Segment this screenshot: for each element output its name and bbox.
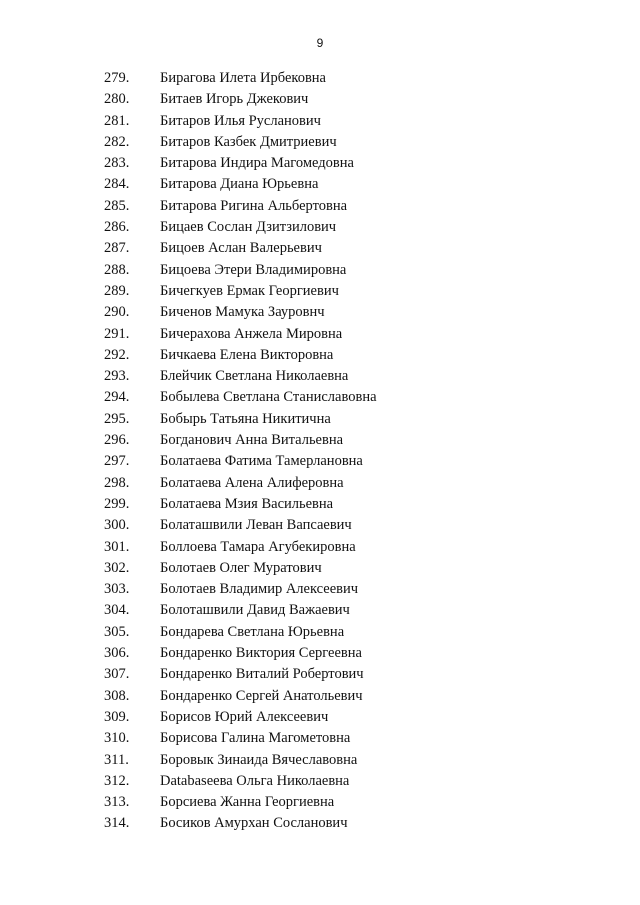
entry-name: Биченов Мамука Зауровнч — [160, 304, 325, 321]
entry-number: 283. — [104, 155, 130, 172]
list-item — [0, 664, 640, 685]
list-item — [0, 409, 640, 430]
entry-number: 291. — [104, 325, 130, 342]
list-item — [0, 238, 640, 259]
entry-number: 300. — [104, 517, 130, 534]
entry-number: 292. — [104, 346, 130, 363]
entry-name: Бичегкуев Ермак Георгиевич — [160, 282, 339, 299]
entry-number: 304. — [104, 602, 130, 619]
list-item — [0, 345, 640, 366]
list-item — [0, 217, 640, 238]
entry-name: Бицоева Этери Владимировна — [160, 261, 347, 278]
entry-name: Болатаева Мзия Васильевна — [160, 495, 334, 512]
entry-number: 297. — [104, 453, 130, 470]
page-number: 9 — [316, 36, 324, 50]
list-item — [0, 537, 640, 558]
list-item — [0, 600, 640, 621]
list-item — [0, 707, 640, 728]
list-item — [0, 68, 640, 89]
entry-number: 289. — [104, 282, 130, 299]
entry-number: 280. — [104, 91, 130, 108]
entry-name: Databaseева Ольга Николаевна — [160, 772, 350, 789]
entry-name: Болоташвили Давид Важаевич — [160, 602, 350, 619]
list-item — [0, 728, 640, 749]
list-item — [0, 387, 640, 408]
list-item — [0, 260, 640, 281]
list-item — [0, 622, 640, 643]
entry-name: Бицаев Сослан Дзитзилович — [160, 219, 337, 236]
entry-number: 284. — [104, 176, 130, 193]
list-item — [0, 132, 640, 153]
entry-name: Битаев Игорь Джекович — [160, 91, 309, 108]
list-item — [0, 750, 640, 771]
entry-name: Бондаренко Виталий Робертович — [160, 666, 364, 683]
entry-number: 309. — [104, 708, 130, 725]
entry-number: 288. — [104, 261, 130, 278]
entry-name: Бондарева Светлана Юрьевна — [160, 623, 345, 640]
entry-number: 293. — [104, 368, 130, 385]
entry-number: 314. — [104, 815, 130, 832]
entry-number: 279. — [104, 70, 130, 86]
entry-number: 285. — [104, 197, 130, 214]
entry-number: 286. — [104, 219, 130, 236]
entry-number: 306. — [104, 645, 130, 662]
entry-name: Борисова Галина Магометовна — [160, 730, 351, 747]
list-item — [0, 324, 640, 345]
list-item — [0, 473, 640, 494]
entry-name: Бобырь Татьяна Никитична — [160, 410, 331, 427]
entry-number: 296. — [104, 432, 130, 449]
entry-number: 305. — [104, 623, 130, 640]
list-item — [0, 792, 640, 813]
list-item — [0, 366, 640, 387]
list-item — [0, 196, 640, 217]
list-item — [0, 558, 640, 579]
entry-name: Бондаренко Виктория Сергеевна — [160, 645, 362, 662]
entry-number: 299. — [104, 495, 130, 512]
entry-number: 313. — [104, 794, 130, 811]
list-item — [0, 302, 640, 323]
list-item — [0, 494, 640, 515]
entry-number: 301. — [104, 538, 130, 555]
list-item — [0, 771, 640, 792]
entry-number: 302. — [104, 559, 130, 576]
entry-name: Битаров Казбек Дмитриевич — [160, 133, 337, 150]
list-item — [0, 153, 640, 174]
list-item — [0, 686, 640, 707]
list-item — [0, 281, 640, 302]
entry-number: 308. — [104, 687, 130, 704]
entry-number: 298. — [104, 474, 130, 491]
entry-name: Богданович Анна Витальевна — [160, 432, 344, 449]
entry-number: 294. — [104, 389, 130, 406]
entry-number: 310. — [104, 730, 130, 747]
list-item — [0, 89, 640, 110]
entry-name: Болотаев Олег Муратович — [160, 559, 322, 576]
entry-name: Болатаева Алена Алиферовна — [160, 474, 344, 491]
entry-name: Битарова Индира Магомедовна — [160, 155, 354, 172]
entry-number: 312. — [104, 772, 130, 789]
entry-name: Блейчик Светлана Николаевна — [160, 368, 349, 385]
entry-name: Битарова Ригина Альбертовна — [160, 197, 348, 214]
entry-name: Битарова Диана Юрьевна — [160, 176, 319, 193]
list-item — [0, 430, 640, 451]
entry-name: Бирагова Илета Ирбековна — [160, 70, 326, 86]
entry-name: Борсиева Жанна Георгиевна — [160, 794, 335, 811]
entry-name: Болаташвили Леван Вапсаевич — [160, 517, 352, 534]
entry-name: Бичерахова Анжела Мировна — [160, 325, 343, 342]
entry-number: 303. — [104, 581, 130, 598]
list-item — [0, 579, 640, 600]
list-item — [0, 813, 640, 834]
entry-name: Бондаренко Сергей Анатольевич — [160, 687, 363, 704]
entry-name: Битаров Илья Русланович — [160, 112, 321, 129]
entry-number: 295. — [104, 410, 130, 427]
entry-number: 281. — [104, 112, 130, 129]
entry-name: Борисов Юрий Алексеевич — [160, 708, 329, 725]
entry-name: Боровык Зинаида Вячеславовна — [160, 751, 358, 768]
entry-number: 311. — [104, 751, 129, 768]
entry-number: 287. — [104, 240, 130, 257]
entry-number: 307. — [104, 666, 130, 683]
entry-name: Болотаев Владимир Алексеевич — [160, 581, 359, 598]
list-item — [0, 515, 640, 536]
entry-name: Бичкаева Елена Викторовна — [160, 346, 334, 363]
list-item — [0, 451, 640, 472]
entry-name: Боллоева Тамара Агубекировна — [160, 538, 356, 555]
list-item — [0, 643, 640, 664]
entry-name: Бобылева Светлана Станиславовна — [160, 389, 377, 406]
name-list — [0, 68, 640, 835]
list-item — [0, 174, 640, 195]
entry-name: Босиков Амурхан Сосланович — [160, 815, 348, 832]
list-item — [0, 111, 640, 132]
entry-number: 282. — [104, 133, 130, 150]
entry-name: Болатаева Фатима Тамерлановна — [160, 453, 363, 470]
entry-name: Бицоев Аслан Валерьевич — [160, 240, 322, 257]
entry-number: 290. — [104, 304, 130, 321]
